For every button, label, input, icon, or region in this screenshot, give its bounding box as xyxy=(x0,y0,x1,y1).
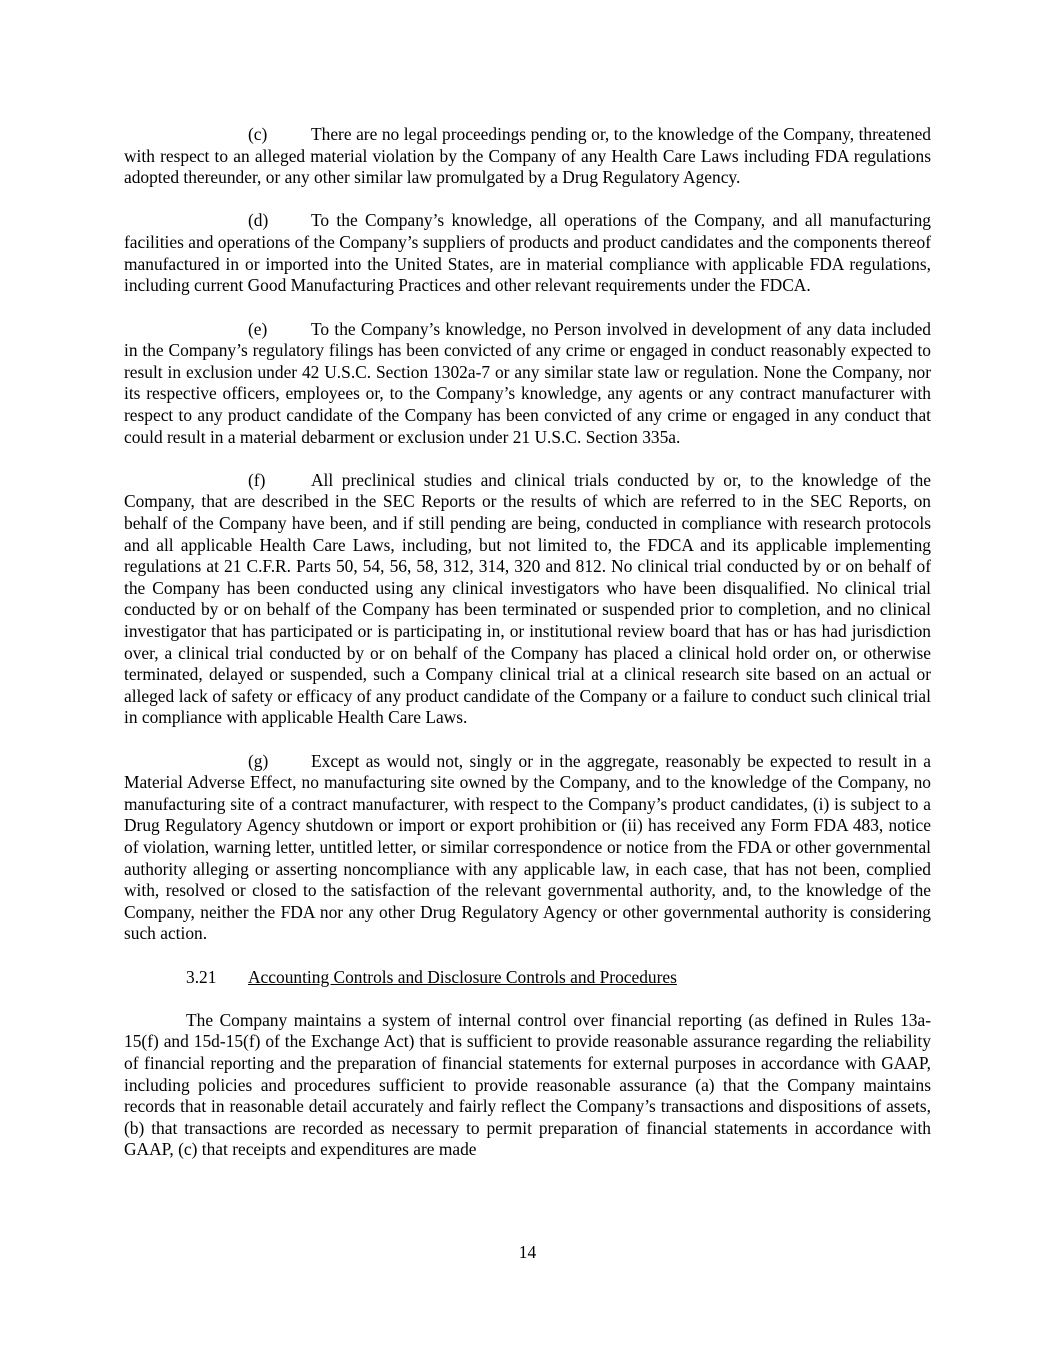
paragraph-c xyxy=(124,124,931,189)
paragraph-label: (d) xyxy=(248,210,269,231)
paragraph-e xyxy=(124,319,931,449)
paragraph-text: All preclinical studies and clinical trials conducted by or, to the knowledge of the Company, that are described in the SEC Reports or the results of which are referred to in the SEC Reports, on behalf of the Company have been, and if still pending are being, conducted in compliance with research protocols and all applicable Health Care Laws, including, but not limited to, the FDCA and its applicable implementing regulations at 21 C.F.R. Parts 50, 54, 56, 58, 312, 314, 320 and 812. No clinical trial conducted by or on behalf of the Company has been conducted using any clinical investigators who have been disqualified. No clinical trial conducted by or on behalf of the Company has been terminated or suspended prior to completion, and no clinical investigator that has participated or is participating in, or institutional review board that has or has had jurisdiction over, a clinical trial conducted by or on behalf of the Company has placed a clinical hold order on, or otherwise terminated, delayed or suspended, such a Company clinical trial at a clinical research site based on an actual or alleged lack of safety or efficacy of any product candidate of the Company or a failure to conduct such clinical trial in compliance with applicable Health Care Laws. xyxy=(124,469,931,728)
paragraph-text: Except as would not, singly or in the aggregate, reasonably be expected to result in a Material Adverse Effect, no manufacturing site owned by the Company, and to the knowledge of the Company, no manufacturing site of a contract manufacturer, with respect to the Company’s product candidates, (i) is subject to a Drug Regulatory Agency shutdown or import or export prohibition or (ii) has received any Form FDA 483, notice of violation, warning letter, untitled letter, or similar correspondence or notice from the FDA or other governmental authority alleging or asserting noncompliance with any applicable law, in each case, that has not been, complied with, resolved or closed to the satisfaction of the relevant governmental authority, and, to the knowledge of the Company, neither the FDA nor any other Drug Regulatory Agency or other governmental authority is considering such action. xyxy=(124,750,931,944)
paragraph-text: To the Company’s knowledge, no Person involved in development of any data included in the Company’s regulatory filings has been convicted of any crime or engaged in conduct reasonably expected to result in exclusion under 42 U.S.C. Section 1302a-7 or any similar state law or regulation. None the Company, nor its respective officers, employees or, to the Company’s knowledge, any agents or any contract manufacturer with respect to any product candidate of the Company has been convicted of any crime or engaged in any conduct that could result in a material debarment or exclusion under 21 U.S.C. Section 335a. xyxy=(124,318,931,447)
paragraph-label: (e) xyxy=(248,318,268,339)
section-body-paragraph: The Company maintains a system of internal control over financial reporting (as defined in Rules 13a-15(f) and 15d-15(f) of the Exchange Act) that is sufficient to provide reasonable assurance regarding the reliability of financial reporting and the preparation of financial statements for external purposes in accordance with GAAP, including policies and procedures sufficient to provide reasonable assurance (a) that the Company maintains records that in reasonable detail accurately and fairly reflect the Company’s transactions and dispositions of assets, (b) that transactions are recorded as necessary to permit preparation of financial statements in accordance with GAAP, (c) that receipts and expenditures are made xyxy=(124,1009,931,1160)
paragraph-label: (g) xyxy=(248,750,269,771)
section-title: Accounting Controls and Disclosure Controls and Procedures xyxy=(248,966,677,987)
paragraph-text: There are no legal proceedings pending or, to the knowledge of the Company, threatened with respect to an alleged material violation by the Company of any Health Care Laws including FDA regulations adopted thereunder, or any other similar law promulgated by a Drug Regulatory Agency. xyxy=(124,124,931,188)
section-heading xyxy=(124,967,931,989)
paragraph-f xyxy=(124,470,931,729)
paragraph-d xyxy=(124,210,931,296)
paragraph-g xyxy=(124,751,931,945)
paragraph-label: (f) xyxy=(248,469,266,490)
section-number: 3.21 xyxy=(186,966,217,987)
document-page xyxy=(124,124,931,1161)
page-number: 14 xyxy=(518,1242,537,1262)
paragraph-text: To the Company’s knowledge, all operations of the Company, and all manufacturing facilities and operations of the Company’s suppliers of products and product candidates and the components thereof manufactured in or imported into the United States, are in material compliance with applicable FDA regulations, including current Good Manufacturing Practices and other relevant requirements under the FDCA. xyxy=(124,210,931,296)
paragraph-label: (c) xyxy=(248,124,268,144)
